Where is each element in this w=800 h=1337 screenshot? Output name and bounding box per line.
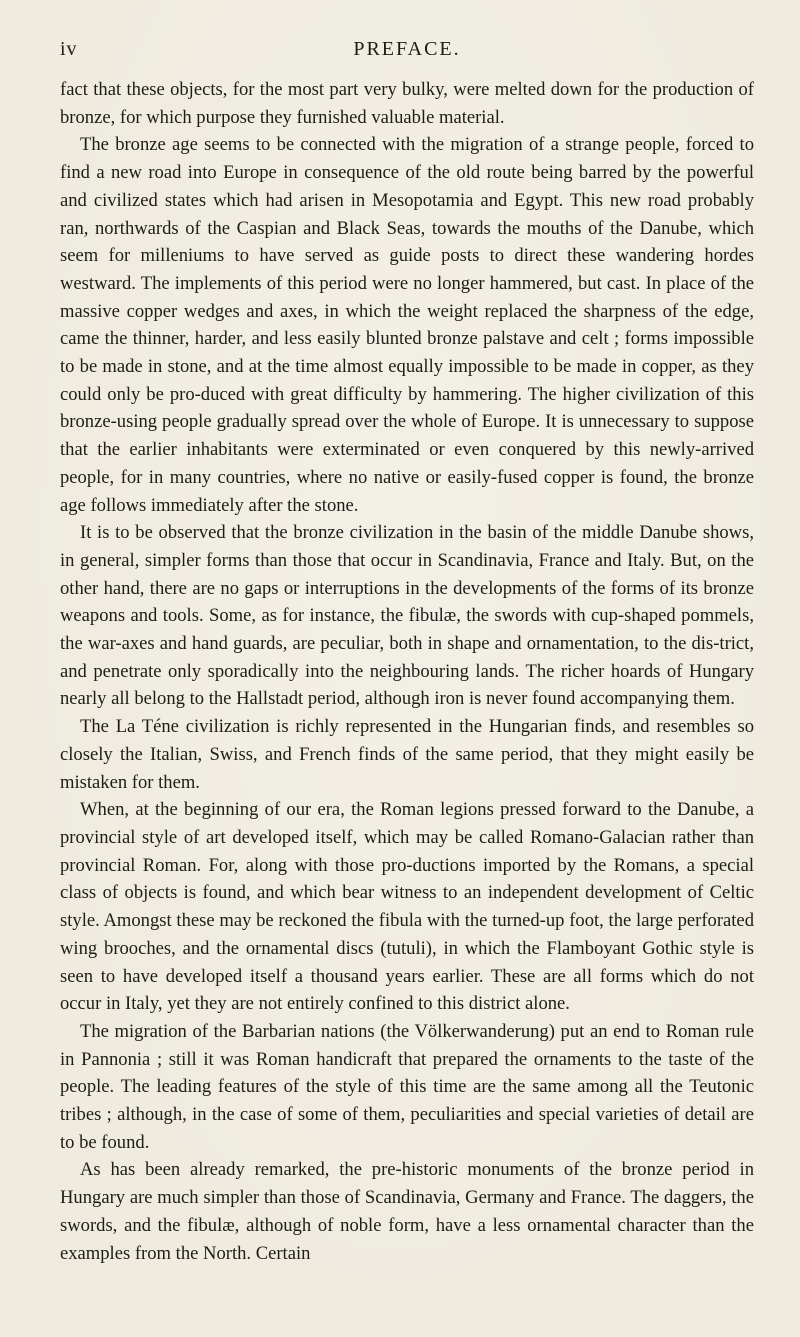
paragraph: As has been already remarked, the pre-historic monuments of the bronze period in Hungary are much simpler than those of Scandinavia, Germany and France. The daggers, the swords, and the fibulæ, although of noble form, have a less ornamental character than the examples from the North. Certain xyxy=(60,1159,754,1264)
paragraph: The bronze age seems to be connected with the migration of a strange people, forced to find a new road into Europe in consequence of the old route being barred by the powerful and civilized states which had arisen in Mesopotamia and Egypt. This new road probably ran, northwards of the Caspian and Black Seas, towards the mouths of the Danube, which seem for milleniums to have served as guide posts to direct these wandering hordes westward. The implements of this period were no longer hammered, but cast. In place of the massive copper wedges and axes, in which the weight replaced the sharpness of the edge, came the thinner, harder, and less easily blunted bronze palstave and celt ; forms impossible to be made in stone, and at the time almost equally impossible to be made in copper, as they could only be pro-duced with great difficulty by hammering. The higher civilization of this bronze-using people gradually spread over the whole of Europe. It is unnecessary to suppose that the earlier inhabitants were exterminated or even conquered by this newly-arrived people, for in many countries, where no native or easily-fused copper is found, the bronze age follows immediately after the stone. xyxy=(60,134,754,516)
running-head xyxy=(60,38,754,68)
running-title: PREFACE. xyxy=(353,38,461,60)
paragraph: The migration of the Barbarian nations (the Völkerwanderung) put an end to Roman rule in Pannonia ; still it was Roman handicraft that prepared the ornaments to the taste of the people. The leading features of the style of this time are the same among all the Teutonic tribes ; although, in the case of some of them, peculiarities and special varieties of detail are to be found. xyxy=(60,1020,754,1153)
body-text xyxy=(60,76,754,1267)
page-number: iv xyxy=(60,38,78,60)
paragraph: fact that these objects, for the most part very bulky, were melted down for the production of bronze, for which purpose they furnished valuable material. xyxy=(60,79,754,128)
paragraph: It is to be observed that the bronze civilization in the basin of the middle Danube shows, in general, simpler forms than those that occur in Scandinavia, France and Italy. But, on the other hand, there are no gaps or interruptions in the developments of the forms of its bronze weapons and tools. Some, as for instance, the fibulæ, the swords with cup-shaped pommels, the war-axes and hand guards, are peculiar, both in shape and ornamentation, to the dis-trict, and penetrate only sporadically into the neighbouring lands. The richer hoards of Hungary nearly all belong to the Hallstadt period, although iron is never found accompanying them. xyxy=(60,522,754,710)
paragraph: The La Téne civilization is richly represented in the Hungarian finds, and resembles so closely the Italian, Swiss, and French finds of the same period, that they might easily be mistaken for them. xyxy=(60,716,754,793)
paragraph: When, at the beginning of our era, the Roman legions pressed forward to the Danube, a provincial style of art developed itself, which may be called Romano-Galacian rather than provincial Roman. For, along with those pro-ductions imported by the Romans, a special class of objects is found, and which bear witness to an independent development of Celtic style. Amongst these may be reckoned the fibula with the turned-up foot, the large perforated wing brooches, and the ornamental discs (tutuli), in which the Flamboyant Gothic style is seen to have developed itself a thousand years earlier. These are all forms which do not occur in Italy, yet they are not entirely confined to this district alone. xyxy=(60,799,754,1015)
